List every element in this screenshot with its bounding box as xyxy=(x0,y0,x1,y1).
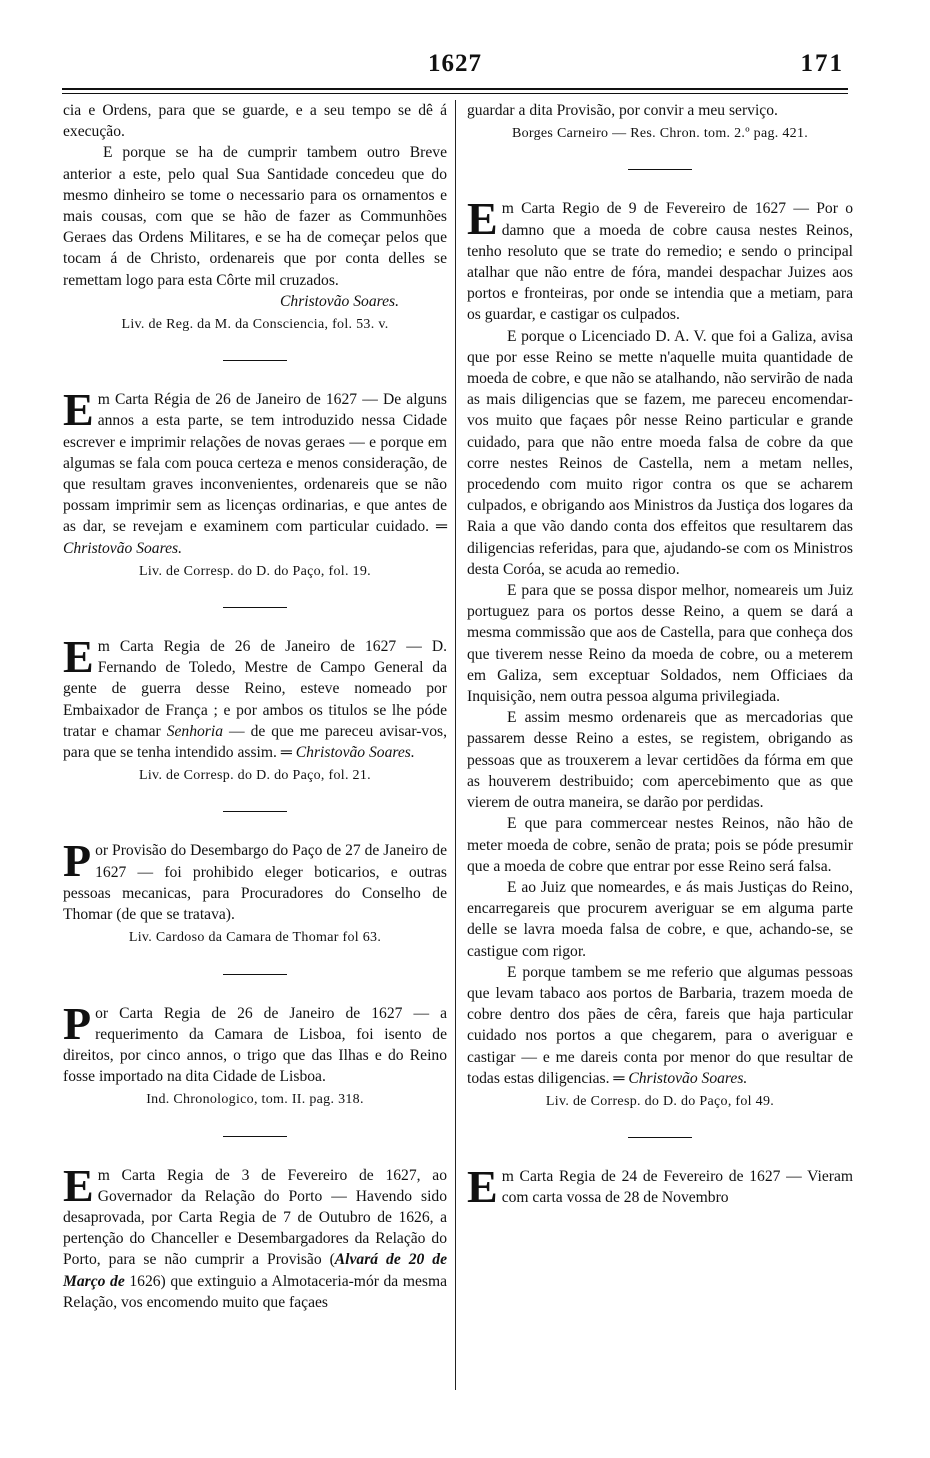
signature: Christovão Soares. xyxy=(280,292,399,310)
entry xyxy=(467,193,853,1112)
source-citation: Liv. de Corresp. do D. do Paço, fol 49. xyxy=(545,1093,775,1109)
paragraph: E porque o Licenciado D. A. V. que foi a Galiza, avisa que por esse Reino se mette n'aquelle muita quantidade de moeda de cobre, e que não se atalhando, não servirão de nada as mais diligencias que se fazem, me pareceu encomendar-vos muito que façaes pôr nesse Reino particular e grande cuidado, para que não entre moeda falsa de cobre da que corre nestes Reinos de Castella, nem a metam nelles, procedendo com muito rigor contra os que se acharem culpados, e obrigando aos Ministros da Justiça dos logares da Raia a que vão dando conta dos effeitos que resultarem das diligencias referidas, para que, ajudando-se com os Ministros desta Coróa, se acuda ao remedio. xyxy=(467,327,853,578)
separator-rule xyxy=(223,607,287,608)
entry xyxy=(63,384,447,582)
paragraph: E que para commercear nestes Reinos, não hão de meter moeda de cobre, senão de prata; pois se póde presumir que a moeda de cobre que entrar por esse Reino será falsa. xyxy=(467,815,853,875)
signature: ═ Christovão Soares. xyxy=(613,1069,748,1087)
separator-rule xyxy=(628,169,692,170)
entry xyxy=(63,1159,447,1313)
entry-body-cont: — de que me pareceu avisar-vos, para que se tenha intendido assim. xyxy=(63,722,447,762)
page-header xyxy=(62,50,848,90)
entry-text xyxy=(63,631,447,763)
drop-cap: E xyxy=(63,631,94,683)
entry-body: or Provisão do Desembargo do Paço de 27 de Janeiro de 1627 — foi prohibido eleger boticarios, e outras pessoas mecanicas, para Procuradores do Conselho de Thomar (de que se tratava). xyxy=(63,842,447,924)
right-column xyxy=(467,100,853,1213)
left-column xyxy=(63,100,447,1313)
italic-term: Alvará de 20 de Março de xyxy=(63,1251,447,1290)
page-number: 171 xyxy=(800,50,844,77)
continuation-text: cia e Ordens, para que se guarde, e a seu tempo se dê á execução. xyxy=(63,102,447,141)
separator-rule xyxy=(223,1136,287,1137)
entry-text xyxy=(63,1159,447,1313)
entry-text xyxy=(63,835,447,925)
entry xyxy=(63,997,447,1111)
separator-rule xyxy=(223,974,287,975)
signature: ═ Christovão Soares. xyxy=(63,518,447,557)
entry-body: m Carta Regia de 26 de Janeiro de 1627 — D. Fernando de Toledo, Mestre de Campo General da gente de guerra desse Reino, esteve nomeado por Embaixador de França ; e por ambos os titulos se lhe póde tratar e chamar xyxy=(63,638,447,740)
paragraph xyxy=(467,962,853,1089)
source-citation: Liv. de Corresp. do D. do Paço, fol. 19. xyxy=(139,563,371,579)
source-citation: Borges Carneiro — Res. Chron. tom. 2.º pag. 421. xyxy=(511,126,809,142)
paragraph: E porque se ha de cumprir tambem outro Breve anterior a este, pelo qual Sua Santidade concedeu que do mesmo dinheiro se tome o necessario para os ornamentos e mais cousas, com que se hão de fazer as Communhões Geraes das Ordens Militares, e se ha de começar pelos que tocam á de Christo, ordenareis que por conta delles se remettam logo para esta Côrte mil cruzados. xyxy=(63,144,447,289)
italic-term: Senhoria xyxy=(166,722,223,740)
entry-text xyxy=(467,1161,853,1213)
entry-text xyxy=(63,384,447,559)
entry xyxy=(63,835,447,948)
drop-cap: E xyxy=(467,193,498,245)
drop-cap: P xyxy=(63,997,92,1049)
source-citation: Ind. Chronologico, tom. II. pag. 318. xyxy=(146,1092,364,1108)
paragraph: E assim mesmo ordenareis que as mercadorias que passarem desse Reino a estes, se registem, obrigando as pessoas que as trouxerem a levar certidões da fórma em que as houverem destribuido; com apercebimento que as que vierem de outra maneira, se darão por perdidas. xyxy=(467,709,853,812)
drop-cap: E xyxy=(63,1159,94,1211)
entry-text xyxy=(467,193,853,325)
entry-body: m Carta Régia de 26 de Janeiro de 1627 — De alguns annos a esta parte, se tem introduzido nessa Cidade escrever e imprimir relações de novas geraes — e porque em algumas se fala com pouca certeza e menos consideração, de que resultam graves inconvenientes, ordenareis que se não possam imprimir sem as licenças ordinarias, e que antes de as dar, se revejam e examinem com particular cuidado. xyxy=(63,391,447,536)
source-citation: Liv. de Reg. da M. da Consciencia, fol. 53. v. xyxy=(121,317,389,333)
separator-rule xyxy=(223,811,287,812)
paragraph: E ao Juiz que nomeardes, e ás mais Justiças do Reino, encarregareis que procurem averiguar se em alguma parte delle se lavra moeda falsa de cobre, e que, achando-se, se castigue com rigor. xyxy=(467,878,853,960)
drop-cap: E xyxy=(467,1161,498,1213)
paragraph: E para que se possa dispor melhor, nomeareis um Juiz portuguez para os portos desse Reino, a quem se dará a mesma commissão que aos de Castella, para que conheça dos que tiverem nesse Reino da moeda de cobre, ou a meterem em Galiza, sem exceptuar Soldados, nem Officiaes da Inquisição, nem outra pessoa alguma privilegiada. xyxy=(467,582,853,706)
separator-rule xyxy=(223,360,287,361)
running-head-year: 1627 xyxy=(428,50,482,77)
entry-text xyxy=(63,997,447,1088)
drop-cap: P xyxy=(63,835,92,887)
column-divider xyxy=(455,100,456,1390)
signature: ═ Christovão Soares. xyxy=(280,744,415,762)
entry-body: m Carta Regia de 24 de Fevereiro de 1627 — Vieram com carta vossa de 28 de Novembro xyxy=(501,1168,853,1207)
paragraph-body: E porque tambem se me referio que algumas pessoas que levam tabaco aos portos de Barbaria, trazem moeda de cobre dentro dos pães de cêra, fareis que haja particular cuidado nos portos a que chegarem, para o averiguar e castigar — e me dareis conta por menor do que resultar de todas estas diligencias. xyxy=(467,963,853,1087)
drop-cap: E xyxy=(63,384,94,436)
entry-body: m Carta Regio de 9 de Fevereiro de 1627 — Por o damno que a moeda de cobre causa nestes Reinos, tenho resoluto que se trate do remedio; e sendo o principal atalhar que não entre de fóra, mandei despachar Juizes aos portos e fronteiras, por onde se intendia que a metiam, para os guardar, e castigar os culpados. xyxy=(467,200,853,324)
entry xyxy=(467,1161,853,1213)
entry-body-cont: 1626) que extinguio a Almotaceria-mór da mesma Relação, vos encomendo muito que façaes xyxy=(63,1272,447,1311)
source-citation: Liv. de Corresp. do D. do Paço, fol. 21. xyxy=(139,768,371,784)
continuation-text: guardar a dita Provisão, por convir a meu serviço. xyxy=(467,102,778,119)
entry-body: or Carta Regia de 26 de Janeiro de 1627 — a requerimento da Camara de Lisboa, foi isento de direitos, por cinco annos, o trigo que das Ilhas e do Reino fosse importado na dita Cidade de Lisboa. xyxy=(63,1004,447,1086)
separator-rule xyxy=(628,1137,692,1138)
entry-body: m Carta Regia de 3 de Fevereiro de 1627, ao Governador da Relação do Porto — Havendo sido desaprovada, por Carta Regia de 7 de Outubro de 1626, a pertenção do Chanceller e Desembargadores da Relação do Porto, para se não cumprir a Provisão ( xyxy=(63,1166,447,1269)
header-rule xyxy=(62,88,848,94)
entry xyxy=(63,631,447,786)
source-citation: Liv. Cardoso da Camara de Thomar fol 63. xyxy=(128,930,382,946)
